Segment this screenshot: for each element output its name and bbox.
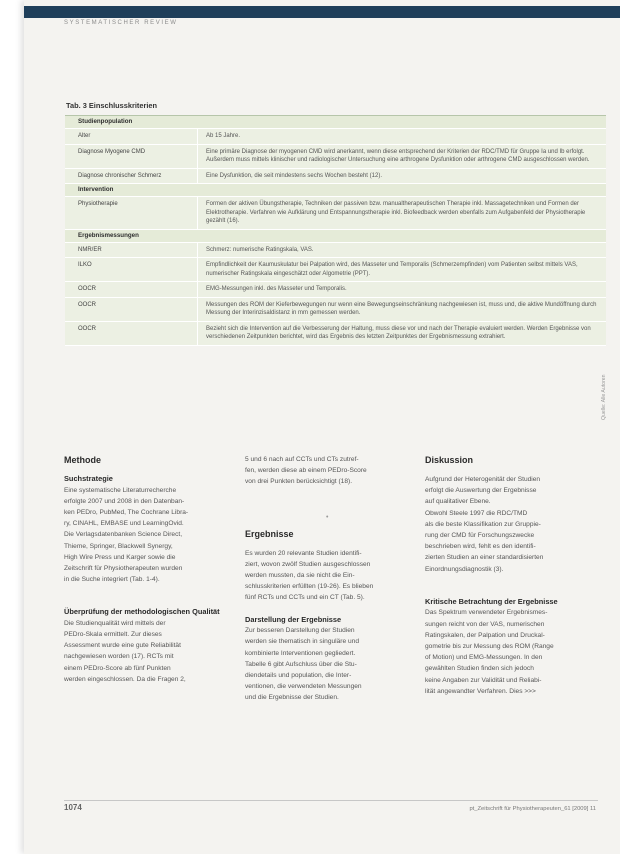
table-section-heading: Studienpopulation	[65, 116, 606, 129]
table-cell-text: Messungen des ROM der Kieferbewegungen nur wenn eine Bewegungseinschränkung nachgewiesen ist, muss und, die aktive Mundöffnung durch Messung der Interinzisaldistanz in mm gemessen werden.	[206, 301, 597, 316]
paragraph-intro	[245, 454, 410, 488]
heading-diskussion: Diskussion	[425, 455, 474, 465]
text-line: kombinierte Interventionen gegliedert.	[245, 649, 356, 657]
text-line: werden sie thematisch in singuläre und	[245, 638, 359, 646]
text-line: lität angewandter Verfahren. Dies >>>	[425, 687, 536, 695]
text-line: Die Studienqualität wird mittels der	[64, 619, 166, 627]
text-line: gometrie bis zur Messung des ROM (Range	[425, 642, 554, 650]
table-row	[65, 129, 606, 145]
text-line: ken PEDro, PubMed, The Cochrane Libra-	[64, 508, 189, 516]
text-line: schlusskriterien erfüllten (19-26). Es blieben	[245, 583, 374, 591]
table-section-heading: Intervention	[65, 184, 606, 197]
text-line: in die Suche integriert (Tab. 1-4).	[64, 576, 160, 584]
table-row	[65, 197, 606, 230]
text-line: Zeitschrift für Physiotherapeuten wurden	[64, 564, 183, 572]
text-line: 5 und 6 nach auf CCTs und CTs zutref-	[245, 456, 359, 463]
table-cell-text: Bezieht sich die Intervention auf die Verbesserung der Haltung, muss diese vor und nach der Therapie evaluiert werden. Werden Ergebnisse von verschiedenen Zeitpunkten berichtet, wird das Ergebnis des letzten Zeitpunktes der Ergebnismessung extrahiert.	[206, 325, 591, 340]
paragraph-diskussion	[425, 474, 603, 575]
text-line: ventionen, die verwendeten Messungen	[245, 683, 362, 691]
text-line: Die Verlagsdatenbanken Science Direct,	[64, 531, 183, 539]
text-line: werden mussten, da sie nicht die Ein-	[245, 572, 355, 580]
text-line: gewählten Studien finden sich jedoch	[425, 665, 534, 673]
paragraph-kritik	[425, 607, 603, 697]
text-line: Zur besseren Darstellung der Studien	[245, 627, 355, 635]
column-methode	[64, 454, 226, 685]
table-row	[65, 258, 606, 282]
table-cell-text: Eine primäre Diagnose der myogenen CMD wird anerkannt, wenn diese entsprechend der Kriterien der RDC/TMD für Gruppe Ia und Ib erfolgt. Außerdem muss mittels klinischer und radiologischer Untersuchung eine arthrogene Dysfunktion oder arthrogene CMD ausgeschlossen werden.	[206, 148, 590, 163]
text-line: Das Spektrum verwendeter Ergebnismes-	[425, 609, 548, 617]
table-cell-text: Ab 15 Jahre.	[206, 133, 241, 139]
table-row	[65, 145, 606, 169]
heading-ergebnisse: Ergebnisse	[245, 528, 294, 539]
text-line: fen, werden diese ab einem PEDro-Score	[245, 467, 367, 475]
journal-footer: pt_Zeitschrift für Physiotherapeuten_61 [2009] 11	[469, 806, 596, 812]
text-line: ziert, wovon zwölf Studien ausgeschlossen	[245, 560, 371, 568]
paragraph-qualitaet	[64, 618, 226, 685]
text-line: Tabelle 6 gibt Aufschluss über die Stu-	[245, 660, 357, 668]
table-row	[65, 243, 606, 259]
table-cell-label: ILKO	[65, 258, 198, 281]
heading-suchstrategie: Suchstrategie	[64, 474, 113, 483]
heading-qualitaet: Überprüfung der methodologischen Qualität	[64, 607, 220, 617]
table-cell-label: Physiotherapie	[65, 197, 198, 229]
table-cell-label: Diagnose chronischer Schmerz	[65, 169, 198, 184]
heading-darstellung: Darstellung der Ergebnisse	[245, 614, 342, 624]
header-stripe	[24, 6, 620, 18]
running-head: SYSTEMATISCHER REVIEW	[64, 20, 178, 26]
text-line: zierten Studien an einer standardisierten	[425, 554, 544, 562]
text-line: von drei Punkten berücksichtigt (18).	[245, 478, 353, 486]
heading-methode: Methode	[64, 455, 101, 465]
table-row	[65, 298, 606, 322]
text-line: Eine systematische Literaturrecherche	[64, 486, 177, 494]
text-line: Aufgrund der Heterogenität der Studien	[425, 476, 541, 483]
text-line: PEDro-Skala ermittelt. Zur dieses	[64, 631, 162, 639]
text-line: diendetails und population, die Inter-	[245, 671, 352, 679]
table-section-heading: Ergebnismessungen	[65, 230, 606, 243]
table-cell-text: Formen der aktiven Übungstherapie, Techniken der passiven bzw. manualtherapeutischen Therapie inkl. Massagetechniken und Formen der Elektrotherapie. Verfahren wie Aufklärung und Entspannungstherapie inkl. Biofeedback werden ebenfalls zum Aufgabenfeld der Physiotherapie gezählt (16).	[206, 201, 586, 224]
table-cell-label: OOCR	[65, 298, 198, 321]
text-line: ry, CINAHL, EMBASE und LearningOvid.	[64, 520, 184, 528]
table-cell-text: Empfindlichkeit der Kaumuskulatur bei Palpation wird, des Masseter und Temporalis (Schmerzempfinden) vom Patienten selbst mittels VAS, numerischer Ratingskala eingeschätzt oder Algometrie (PPT).	[206, 262, 578, 277]
text-line: Einordnungsdiagnostik (3).	[425, 565, 504, 573]
paragraph-ergebnisse	[245, 548, 410, 604]
text-line: auf qualitativer Ebene.	[425, 498, 491, 506]
table-cell-label: OOCR	[65, 282, 198, 297]
text-line: Assessment wurde eine gute Reliabilität	[64, 642, 181, 650]
footer-rule	[64, 800, 598, 801]
paragraph-suchstrategie	[64, 485, 226, 586]
text-line: High Wire Press und Karger sowie die	[64, 553, 176, 561]
inclusion-criteria-table	[65, 115, 606, 346]
paragraph-darstellung	[245, 625, 410, 703]
text-line: erfolgt die Auswertung der Ergebnisse	[425, 487, 537, 495]
text-line: keine Angaben zur Validität und Reliabi-	[425, 676, 542, 684]
text-line: einem PEDro-Score ab fünf Punkten	[64, 664, 171, 672]
text-line: als die beste Klassifikation zur Gruppie-	[425, 520, 541, 528]
text-line: nachgewiesen worden (17). RCTs mit	[64, 653, 174, 661]
text-line: erfolgte 2007 und 2008 in den Datenban-	[64, 497, 185, 505]
column-diskussion	[425, 454, 603, 697]
table-cell-label: OOCR	[65, 322, 198, 345]
text-line: Es wurden 20 relevante Studien identifi-	[245, 549, 362, 557]
table-cell-text: EMG-Messungen inkl. des Masseter und Temporalis.	[206, 286, 347, 292]
text-line: of Motion) und EMG-Messungen. In den	[425, 654, 543, 662]
table-row	[65, 282, 606, 298]
table-cell-text: Eine Dysfunktion, die seit mindestens sechs Wochen besteht (12).	[206, 172, 382, 179]
side-credit: Quelle: Alle Autoren	[601, 374, 607, 420]
table-cell-label: Diagnose Myogene CMD	[65, 145, 198, 168]
text-line: werden eingeschlossen. Da die Fragen 2,	[64, 675, 186, 683]
text-line: und die Ergebnisse der Studien.	[245, 694, 339, 702]
text-line: Obwohl Steele 1997 die RDC/TMD	[425, 509, 528, 517]
page-number: 1074	[64, 803, 82, 812]
text-line: sungen reicht von der VAS, numerischen	[425, 620, 545, 628]
table-title: Tab. 3 Einschlusskriterien	[66, 101, 158, 110]
table-row	[65, 169, 606, 185]
text-line: Ratingskalen, der Palpation und Druckal-	[425, 631, 545, 639]
text-line: fünf RCTs und CCTs und ein CT (Tab. 5).	[245, 594, 365, 602]
table-cell-text: Schmerz: numerische Ratingskala, VAS.	[206, 246, 314, 253]
journal-page	[24, 0, 620, 854]
table-row	[65, 322, 606, 346]
heading-kritik: Kritische Betrachtung der Ergebnisse	[425, 596, 558, 606]
table-cell-label: Alter	[65, 129, 198, 144]
text-line: beschrieben wird, fehlt es den identifi-	[425, 543, 536, 551]
text-line: rung der CMD für Forschungszwecke	[425, 532, 535, 540]
column-ergebnisse	[245, 454, 410, 704]
table-cell-label: NMR/ER	[65, 243, 198, 258]
separator-dot: •	[326, 514, 329, 521]
text-line: Thieme, Springer, Blackwell Synergy,	[64, 542, 173, 550]
